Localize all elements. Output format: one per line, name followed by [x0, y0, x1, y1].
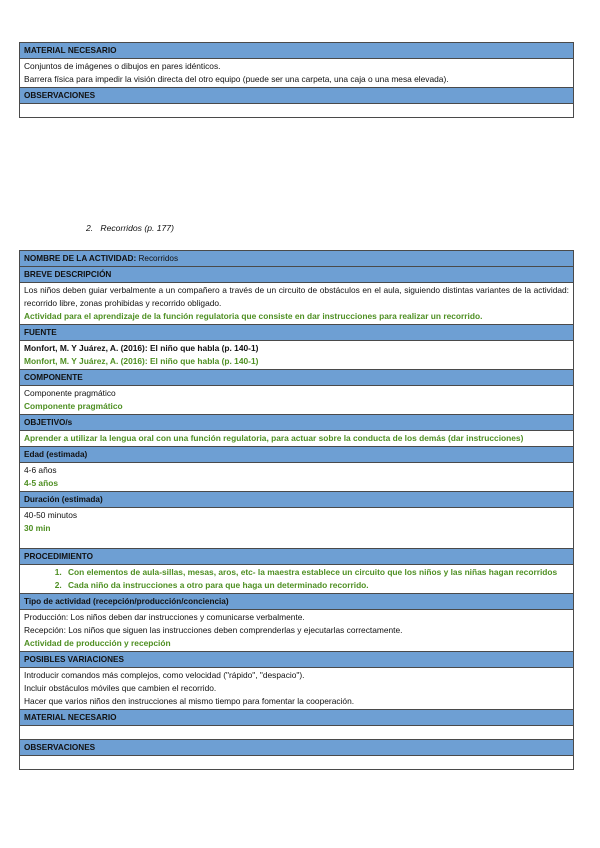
activity-type-header: Tipo de actividad (recepción/producción/conciencia): [20, 594, 574, 610]
observations-header: OBSERVACIONES: [20, 88, 574, 104]
observations-cell: [20, 104, 574, 118]
variation-line: Introducir comandos más complejos, como velocidad ("rápido", "despacio").: [24, 670, 305, 680]
objective-cell: [20, 431, 574, 447]
activity-name-header: [20, 251, 574, 267]
component-green: Componente pragmático: [24, 401, 123, 411]
variations-cell: [20, 668, 574, 710]
procedure-step: 2. Cada niño da instrucciones a otro para que haga un determinado recorrido.: [64, 579, 569, 592]
objective-header: OBJETIVO/s: [20, 415, 574, 431]
duration-green: 30 min: [24, 523, 51, 533]
material-cell: [20, 59, 574, 88]
activity-type-line: Producción: Los niños deben dar instrucciones y comunicarse verbalmente.: [24, 612, 305, 622]
objective-green: Aprender a utilizar la lengua oral con una función regulatoria, para actuar sobre la conducta de los demás (dar instrucciones): [24, 433, 524, 443]
component-cell: [20, 386, 574, 415]
material-line: Conjuntos de imágenes o dibujos en pares idénticos.: [24, 61, 221, 71]
activity-name-value: Recorridos: [138, 254, 179, 263]
component-header: COMPONENTE: [20, 370, 574, 386]
procedure-header: PROCEDIMIENTO: [20, 549, 574, 565]
duration-black: 40-50 minutos: [24, 510, 78, 520]
procedure-cell: [20, 565, 574, 594]
duration-cell: [20, 508, 574, 549]
age-cell: [20, 463, 574, 492]
variations-header: POSIBLES VARIACIONES: [20, 652, 574, 668]
activity-type-line: Recepción: Los niños que siguen las instrucciones deben comprenderlas y ejecutarlas correctamente.: [24, 625, 403, 635]
materials-header: MATERIAL NECESARIO: [20, 710, 574, 726]
activity-type-green: Actividad de producción y recepción: [24, 638, 171, 648]
variation-line: Incluir obstáculos móviles que cambien el recorrido.: [24, 683, 217, 693]
activity-type-cell: [20, 610, 574, 652]
age-header: Edad (estimada): [20, 447, 574, 463]
description-green: Actividad para el aprendizaje de la función regulatoria que consiste en dar instrucciones para realizar un recorrido.: [24, 311, 483, 321]
section-number: 2.: [86, 223, 94, 233]
component-black: Componente pragmático: [24, 388, 116, 398]
age-green: 4-5 años: [24, 478, 58, 488]
procedure-list: [24, 566, 569, 592]
source-cell: [20, 341, 574, 370]
description-text: Los niños deben guiar verbalmente a un compañero a través de un circuito de obstáculos en el aula, siguiendo distintas variantes de la actividad: recorrido libre, zonas prohibidas y recorrido obligado.: [24, 285, 569, 308]
variation-line: Hacer que varios niños den instrucciones al mismo tiempo para fomentar la cooperación.: [24, 696, 355, 706]
observations-header-2: OBSERVACIONES: [20, 740, 574, 756]
section-heading: [86, 223, 174, 233]
previous-activity-table: [19, 42, 574, 118]
material-header: MATERIAL NECESARIO: [20, 43, 574, 59]
source-green: Monfort, M. Y Juárez, A. (2016): El niño que habla (p. 140-1): [24, 356, 259, 366]
procedure-step: 1. Con elementos de aula-sillas, mesas, aros, etc- la maestra establece un circuito que los niños y las niñas hagan recorridos: [64, 566, 569, 579]
age-black: 4-6 años: [24, 465, 57, 475]
duration-header: Duración (estimada): [20, 492, 574, 508]
observations-cell-2: [20, 756, 574, 770]
source-header: FUENTE: [20, 325, 574, 341]
material-line: Barrera física para impedir la visión directa del otro equipo (puede ser una carpeta, una caja o una mesa elevada).: [24, 74, 449, 84]
source-black: Monfort, M. Y Juárez, A. (2016): El niño que habla (p. 140-1): [24, 343, 259, 353]
description-header: BREVE DESCRIPCIÓN: [20, 267, 574, 283]
activity-name-label: NOMBRE DE LA ACTIVIDAD:: [24, 254, 137, 263]
activity-table: [19, 250, 574, 770]
description-cell: [20, 283, 574, 325]
materials-cell: [20, 726, 574, 740]
section-title: Recorridos (p. 177): [100, 223, 174, 233]
